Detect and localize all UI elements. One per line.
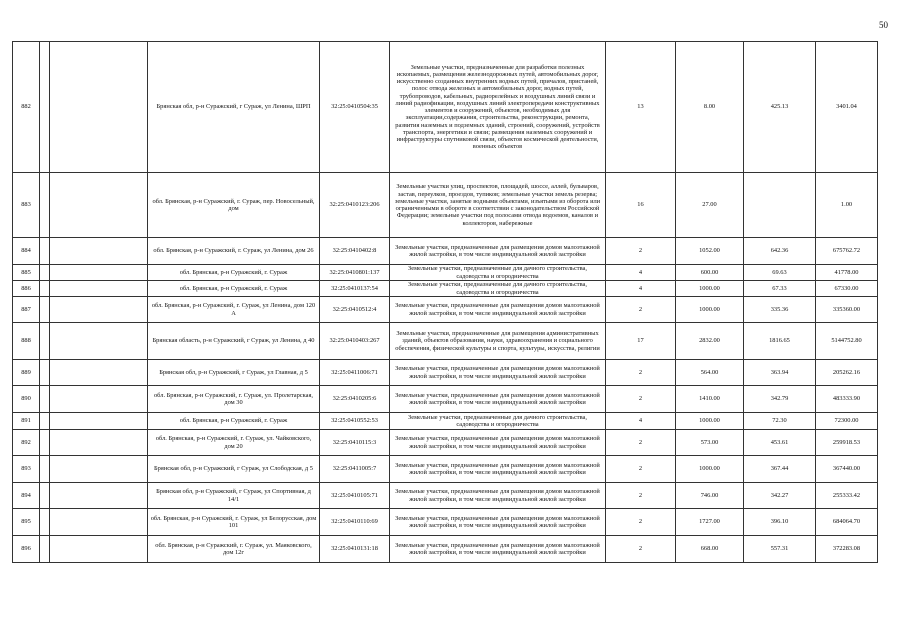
row-number: 895 [13, 509, 40, 536]
cadastral-number-cell: 32:25:0410403:267 [320, 323, 390, 360]
unit-value-cell: 69.63 [744, 265, 816, 281]
spacer-cell [40, 42, 50, 173]
row-number: 885 [13, 265, 40, 281]
cadastral-value-cell: 335360.00 [816, 297, 878, 323]
blank-cell [50, 509, 148, 536]
permitted-use-cell: Земельные участки, предназначенные для дачного строительства, садоводства и огородничества [390, 413, 606, 430]
blank-cell [50, 413, 148, 430]
row-number: 888 [13, 323, 40, 360]
cadastral-value-cell: 483333.90 [816, 386, 878, 413]
unit-value-cell: 363.94 [744, 360, 816, 386]
address-cell: обл. Брянская, р-н Суражский, г. Сураж, ул. Маяковского, дом 12г [148, 536, 320, 563]
table-row [13, 413, 878, 430]
row-number: 894 [13, 483, 40, 509]
table-row [13, 360, 878, 386]
cadastral-value-cell: 255333.42 [816, 483, 878, 509]
permitted-use-cell: Земельные участки, предназначенные для размещения домов малоэтажной жилой застройки, в том числе индивидуальной жилой застройки [390, 509, 606, 536]
cadastral-number-cell: 32:25:0410205:6 [320, 386, 390, 413]
category-code-cell: 2 [606, 430, 676, 456]
cadastral-value-cell: 41778.00 [816, 265, 878, 281]
area-cell: 573.00 [676, 430, 744, 456]
unit-value-cell: 335.36 [744, 297, 816, 323]
row-number: 896 [13, 536, 40, 563]
area-cell: 1000.00 [676, 281, 744, 297]
category-code-cell: 4 [606, 265, 676, 281]
cadastral-number-cell: 32:25:0410105:71 [320, 483, 390, 509]
spacer-cell [40, 265, 50, 281]
spacer-cell [40, 297, 50, 323]
unit-value-cell: 425.13 [744, 42, 816, 173]
spacer-cell [40, 173, 50, 238]
spacer-cell [40, 536, 50, 563]
address-cell: обл. Брянская, р-н Суражский, г. Сураж, ул. Чайковского, дом 20 [148, 430, 320, 456]
row-number: 884 [13, 238, 40, 265]
cadastral-value-cell: 259918.53 [816, 430, 878, 456]
blank-cell [50, 265, 148, 281]
category-code-cell: 2 [606, 386, 676, 413]
category-code-cell: 13 [606, 42, 676, 173]
area-cell: 8.00 [676, 42, 744, 173]
unit-value-cell: 453.61 [744, 430, 816, 456]
cadastral-number-cell: 32:25:0410402:8 [320, 238, 390, 265]
spacer-cell [40, 456, 50, 483]
blank-cell [50, 430, 148, 456]
blank-cell [50, 238, 148, 265]
address-cell: обл. Брянская, р-н Суражский, г. Сураж, ул Белорусская, дом 101 [148, 509, 320, 536]
permitted-use-cell: Земельные участки, предназначенные для размещения домов малоэтажной жилой застройки, в том числе индивидуальной жилой застройки [390, 483, 606, 509]
unit-value-cell: 557.31 [744, 536, 816, 563]
row-number: 892 [13, 430, 40, 456]
spacer-cell [40, 509, 50, 536]
cadastral-value-cell: 1.00 [816, 173, 878, 238]
table-row [13, 281, 878, 297]
cadastral-number-cell: 32:25:0410115:3 [320, 430, 390, 456]
blank-cell [50, 483, 148, 509]
spacer-cell [40, 238, 50, 265]
permitted-use-cell: Земельные участки, предназначенные для дачного строительства, садоводства и огородничества [390, 265, 606, 281]
unit-value-cell: 396.10 [744, 509, 816, 536]
category-code-cell: 2 [606, 509, 676, 536]
category-code-cell: 4 [606, 413, 676, 430]
category-code-cell: 2 [606, 360, 676, 386]
cadastral-number-cell: 32:25:0411005:7 [320, 456, 390, 483]
unit-value-cell [744, 173, 816, 238]
area-cell: 564.00 [676, 360, 744, 386]
category-code-cell: 2 [606, 483, 676, 509]
address-cell: Брянская область, р-н Суражский, г Сураж, ул Ленина, д 40 [148, 323, 320, 360]
row-number: 886 [13, 281, 40, 297]
address-cell: Брянская обл, р-н Суражский, г Сураж, ул Главная, д 5 [148, 360, 320, 386]
unit-value-cell: 342.79 [744, 386, 816, 413]
address-cell: обл. Брянская, р-н Суражский, г. Сураж, ул Ленина, дом 26 [148, 238, 320, 265]
address-cell: обл. Брянская, р-н Суражский, г. Сураж, ул. Пролетарская, дом 30 [148, 386, 320, 413]
category-code-cell: 2 [606, 297, 676, 323]
spacer-cell [40, 386, 50, 413]
address-cell: обл. Брянская, р-н Суражский, г. Сураж [148, 413, 320, 430]
area-cell: 1727.00 [676, 509, 744, 536]
cadastral-number-cell: 32:25:0410123:206 [320, 173, 390, 238]
category-code-cell: 16 [606, 173, 676, 238]
row-number: 889 [13, 360, 40, 386]
spacer-cell [40, 281, 50, 297]
cadastral-value-cell: 3401.04 [816, 42, 878, 173]
area-cell: 2832.00 [676, 323, 744, 360]
permitted-use-cell: Земельные участки, предназначенные для размещения домов малоэтажной жилой застройки, в том числе индивидуальной жилой застройки [390, 536, 606, 563]
permitted-use-cell: Земельные участки, предназначенные для размещения домов малоэтажной жилой застройки, в том числе индивидуальной жилой застройки [390, 456, 606, 483]
spacer-cell [40, 413, 50, 430]
cadastral-value-cell: 675762.72 [816, 238, 878, 265]
table-row [13, 456, 878, 483]
area-cell: 27.00 [676, 173, 744, 238]
permitted-use-cell: Земельные участки улиц, проспектов, площадей, шоссе, аллей, бульваров, застав, переулков, проездов, тупиков; земельные участки земель резерва; земельные участки, занятые водными объектами, изъятыми из оборота или ограниченными в обороте в соответствии с законодательством Российской Федерации; земельные участки под полосами отвода водоемов, каналов и коллекторов, набережные [390, 173, 606, 238]
row-number: 893 [13, 456, 40, 483]
cadastral-number-cell: 32:25:0411006:71 [320, 360, 390, 386]
area-cell: 1410.00 [676, 386, 744, 413]
address-cell: обл. Брянская, р-н Суражский, г. Сураж [148, 265, 320, 281]
blank-cell [50, 536, 148, 563]
table-row [13, 42, 878, 173]
table-row [13, 483, 878, 509]
page-number: 50 [879, 20, 888, 30]
permitted-use-cell: Земельные участки, предназначенные для размещения домов малоэтажной жилой застройки, в том числе индивидуальной жилой застройки [390, 430, 606, 456]
permitted-use-cell: Земельные участки, предназначенные для размещения административных зданий, объектов образования, науки, здравоохранения и социального обеспечения, физической культуры и спорта, культуры, искусства, религии [390, 323, 606, 360]
spacer-cell [40, 430, 50, 456]
cadastral-number-cell: 32:25:0410504:35 [320, 42, 390, 173]
table-row [13, 323, 878, 360]
area-cell: 668.00 [676, 536, 744, 563]
table-row [13, 265, 878, 281]
area-cell: 1052.00 [676, 238, 744, 265]
row-number: 882 [13, 42, 40, 173]
category-code-cell: 2 [606, 536, 676, 563]
row-number: 891 [13, 413, 40, 430]
blank-cell [50, 386, 148, 413]
area-cell: 746.00 [676, 483, 744, 509]
row-number: 890 [13, 386, 40, 413]
blank-cell [50, 297, 148, 323]
cadastral-value-cell: 5144752.80 [816, 323, 878, 360]
table-row [13, 509, 878, 536]
spacer-cell [40, 483, 50, 509]
area-cell: 1000.00 [676, 456, 744, 483]
unit-value-cell: 67.33 [744, 281, 816, 297]
unit-value-cell: 1816.65 [744, 323, 816, 360]
row-number: 883 [13, 173, 40, 238]
permitted-use-cell: Земельные участки, предназначенные для размещения домов малоэтажной жилой застройки, в том числе индивидуальной жилой застройки [390, 360, 606, 386]
unit-value-cell: 642.36 [744, 238, 816, 265]
blank-cell [50, 42, 148, 173]
blank-cell [50, 456, 148, 483]
permitted-use-cell: Земельные участки, предназначенные для размещения домов малоэтажной жилой застройки, в том числе индивидуальной жилой застройки [390, 386, 606, 413]
table-row [13, 386, 878, 413]
blank-cell [50, 281, 148, 297]
blank-cell [50, 323, 148, 360]
unit-value-cell: 367.44 [744, 456, 816, 483]
land-parcels-table [12, 41, 878, 563]
row-number: 887 [13, 297, 40, 323]
area-cell: 1000.00 [676, 297, 744, 323]
area-cell: 600.00 [676, 265, 744, 281]
address-cell: обл. Брянская, р-н Суражский, г. Сураж [148, 281, 320, 297]
spacer-cell [40, 360, 50, 386]
cadastral-number-cell: 32:25:0410110:69 [320, 509, 390, 536]
address-cell: Брянская обл, р-н Суражский, г Сураж, ул Спортивная, д 14/1 [148, 483, 320, 509]
cadastral-value-cell: 367440.00 [816, 456, 878, 483]
blank-cell [50, 360, 148, 386]
cadastral-value-cell: 72300.00 [816, 413, 878, 430]
unit-value-cell: 72.30 [744, 413, 816, 430]
area-cell: 1000.00 [676, 413, 744, 430]
cadastral-number-cell: 32:25:0410512:4 [320, 297, 390, 323]
cadastral-value-cell: 67330.00 [816, 281, 878, 297]
cadastral-value-cell: 205262.16 [816, 360, 878, 386]
category-code-cell: 2 [606, 238, 676, 265]
spacer-cell [40, 323, 50, 360]
address-cell: Брянская обл, р-н Суражский, г Сураж, ул Ленина, ШРП [148, 42, 320, 173]
address-cell: обл. Брянская, р-н Суражский, г. Сураж, ул Ленина, дом 120 А [148, 297, 320, 323]
cadastral-number-cell: 32:25:0410552:53 [320, 413, 390, 430]
permitted-use-cell: Земельные участки, предназначенные для дачного строительства, садоводства и огородничества [390, 281, 606, 297]
category-code-cell: 17 [606, 323, 676, 360]
table-row [13, 173, 878, 238]
table-row [13, 238, 878, 265]
cadastral-number-cell: 32:25:0410801:137 [320, 265, 390, 281]
address-cell: обл. Брянская, р-н Суражский, г. Сураж, пер. Новосельный, дом [148, 173, 320, 238]
category-code-cell: 2 [606, 456, 676, 483]
category-code-cell: 4 [606, 281, 676, 297]
table-row [13, 536, 878, 563]
cadastral-value-cell: 372283.08 [816, 536, 878, 563]
permitted-use-cell: Земельные участки, предназначенные для разработки полезных ископаемых, размещения железнодорожных путей, автомобильных дорог, искусственно созданных внутренних водных путей, причалов, пристаней, полос отвода железных и автомобильных дорог, водных путей, трубопроводов, кабельных, радиорелейных и воздушных линий связи и линий радиофикации, воздушных линий электропередачи конструктивных элементов и сооружений, объектов, необходимых для эксплуатации,содержания, строительства, реконструкции, ремонта, развития наземных и подземных зданий, строений, сооружений, устройств транспорта, энергетики и связи; размещения наземных сооружений и инфраструктуры спутниковой связи, объектов космической деятельности, военных объектов [390, 42, 606, 173]
permitted-use-cell: Земельные участки, предназначенные для размещения домов малоэтажной жилой застройки, в том числе индивидуальной жилой застройки [390, 297, 606, 323]
table-row [13, 297, 878, 323]
cadastral-value-cell: 684064.70 [816, 509, 878, 536]
permitted-use-cell: Земельные участки, предназначенные для размещения домов малоэтажной жилой застройки, в том числе индивидуальной жилой застройки [390, 238, 606, 265]
cadastral-number-cell: 32:25:0410131:18 [320, 536, 390, 563]
address-cell: Брянская обл, р-н Суражский, г Сураж, ул Слободская, д 5 [148, 456, 320, 483]
table-row [13, 430, 878, 456]
table-body [13, 42, 878, 563]
blank-cell [50, 173, 148, 238]
cadastral-number-cell: 32:25:0410137:54 [320, 281, 390, 297]
unit-value-cell: 342.27 [744, 483, 816, 509]
